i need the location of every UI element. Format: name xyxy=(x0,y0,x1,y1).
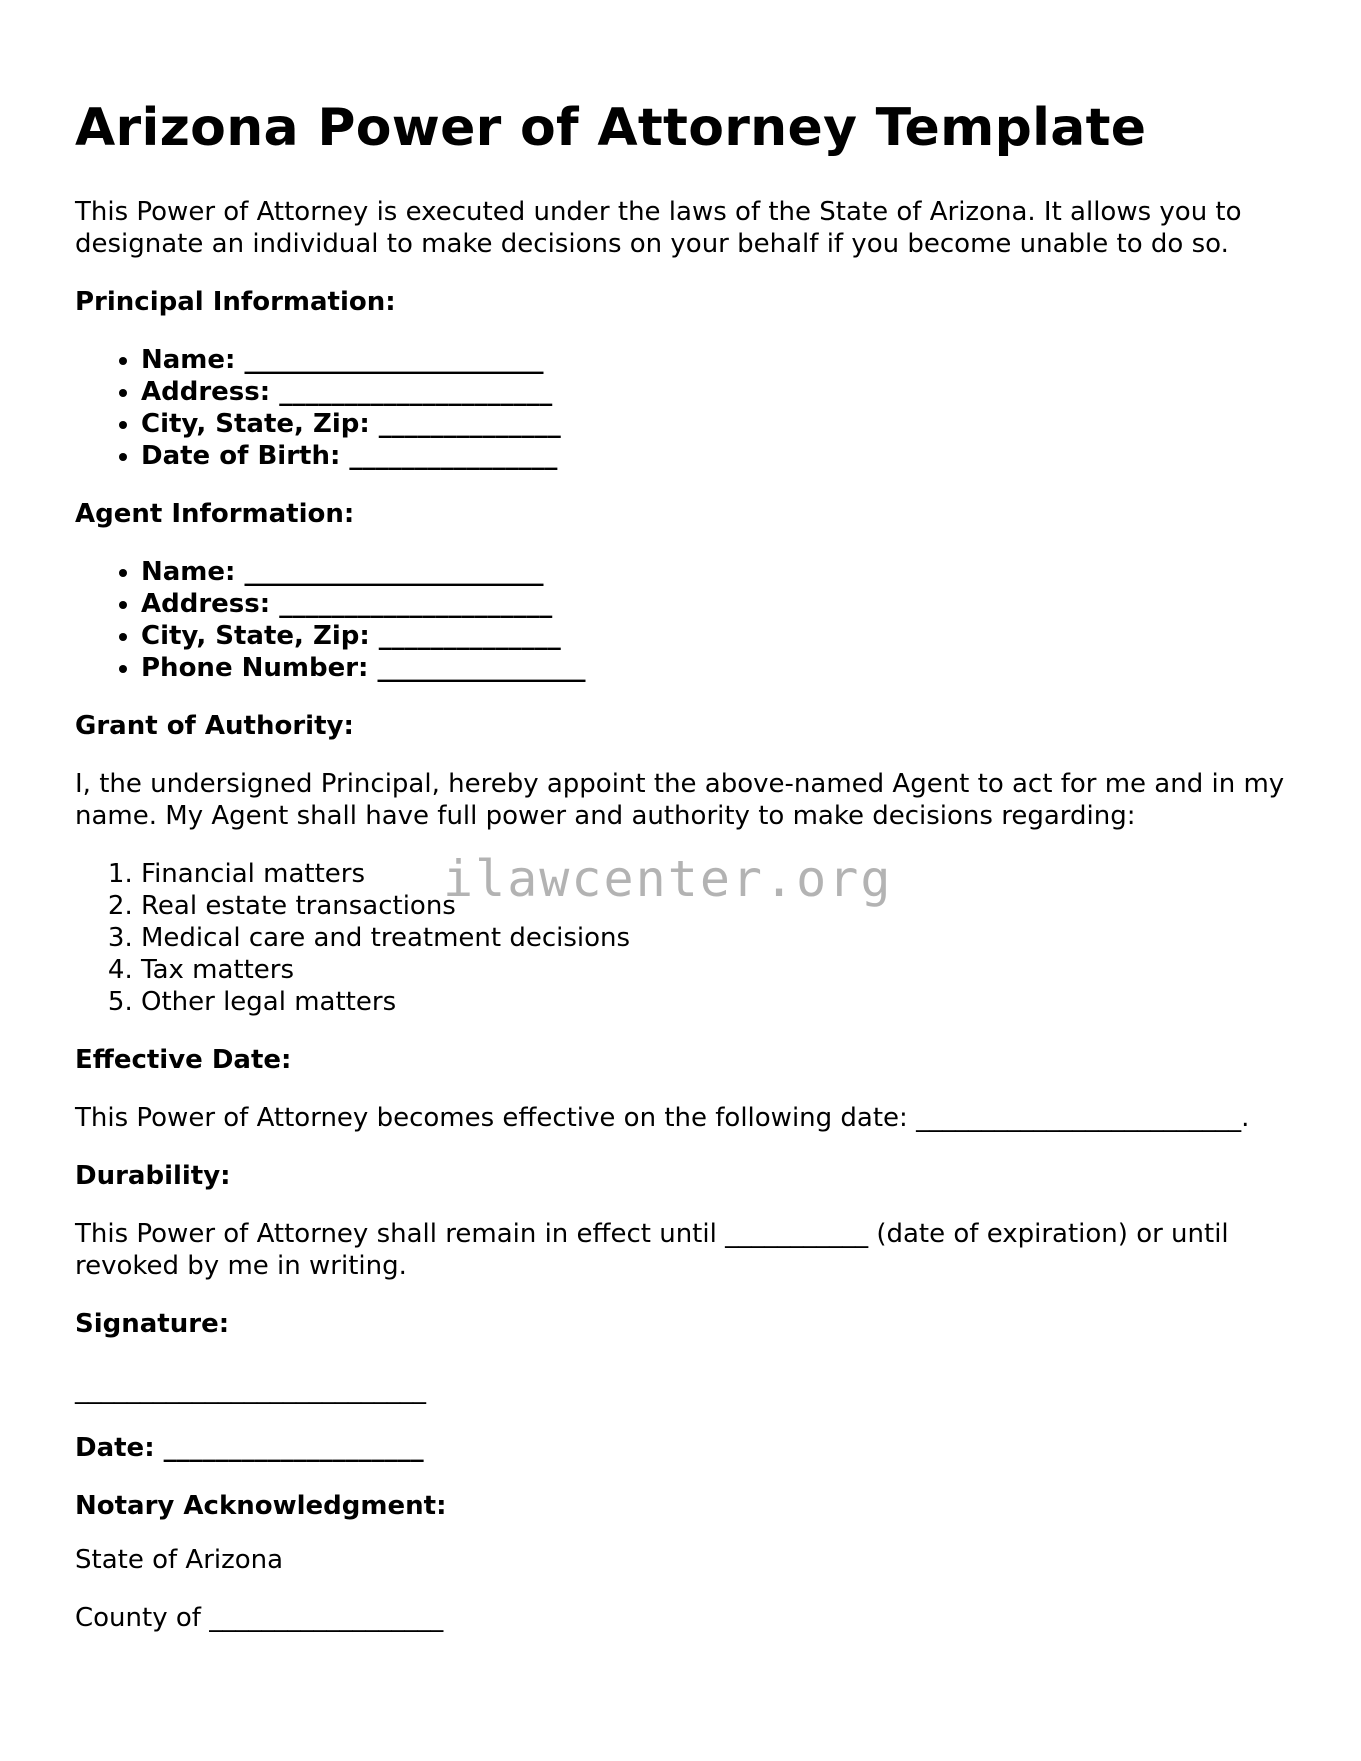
grant-item: 2. Real estate transactions xyxy=(141,890,1305,922)
durability-heading: Durability: xyxy=(75,1161,231,1191)
agent-heading: Agent Information: xyxy=(75,499,355,529)
principal-name-field: • Name: _______________________ xyxy=(141,344,1305,376)
effective-paragraph: This Power of Attorney becomes effective on the following date: _________________________. xyxy=(75,1103,1250,1133)
intro-paragraph: This Power of Attorney is executed under the laws of the State of Arizona. It allows you to designate an individual to make decisions on your behalf if you become unable to do so. xyxy=(75,197,1242,259)
date-field: Date: ____________________ xyxy=(75,1433,424,1463)
grant-paragraph: I, the undersigned Principal, hereby appoint the above-named Agent to act for me and in my name. My Agent shall have full power and authority to make decisions regarding: xyxy=(75,769,1285,831)
grant-heading: Grant of Authority: xyxy=(75,711,354,741)
grant-item: 3. Medical care and treatment decisions xyxy=(141,922,1305,954)
principal-dob-field: • Date of Birth: ________________ xyxy=(141,440,1305,472)
agent-address-field: • Address: _____________________ xyxy=(141,588,1305,620)
effective-heading: Effective Date: xyxy=(75,1045,292,1075)
principal-fields-list xyxy=(75,344,1305,472)
document-title: Arizona Power of Attorney Template xyxy=(75,98,1147,158)
grant-item: 4. Tax matters xyxy=(141,954,1305,986)
watermark-text: ilawcenter.org xyxy=(443,850,893,908)
grant-item: 5. Other legal matters xyxy=(141,986,1305,1018)
grant-item: 1. Financial matters xyxy=(141,858,1305,890)
agent-name-field: • Name: _______________________ xyxy=(141,556,1305,588)
principal-city-state-zip-field: • City, State, Zip: ______________ xyxy=(141,408,1305,440)
agent-city-state-zip-field: • City, State, Zip: ______________ xyxy=(141,620,1305,652)
agent-fields-list xyxy=(75,556,1305,684)
document-page xyxy=(75,0,1305,1634)
principal-address-field: • Address: _____________________ xyxy=(141,376,1305,408)
durability-paragraph: This Power of Attorney shall remain in effect until ___________ (date of expiration) or until revoked by me in writing. xyxy=(75,1219,1229,1281)
notary-heading: Notary Acknowledgment: xyxy=(75,1491,447,1521)
principal-heading: Principal Information: xyxy=(75,287,396,317)
signature-line: ___________________________ xyxy=(75,1375,426,1405)
signature-heading: Signature: xyxy=(75,1309,230,1339)
notary-county: County of __________________ xyxy=(75,1603,444,1633)
agent-phone-field: • Phone Number: ________________ xyxy=(141,652,1305,684)
notary-state: State of Arizona xyxy=(75,1545,284,1575)
